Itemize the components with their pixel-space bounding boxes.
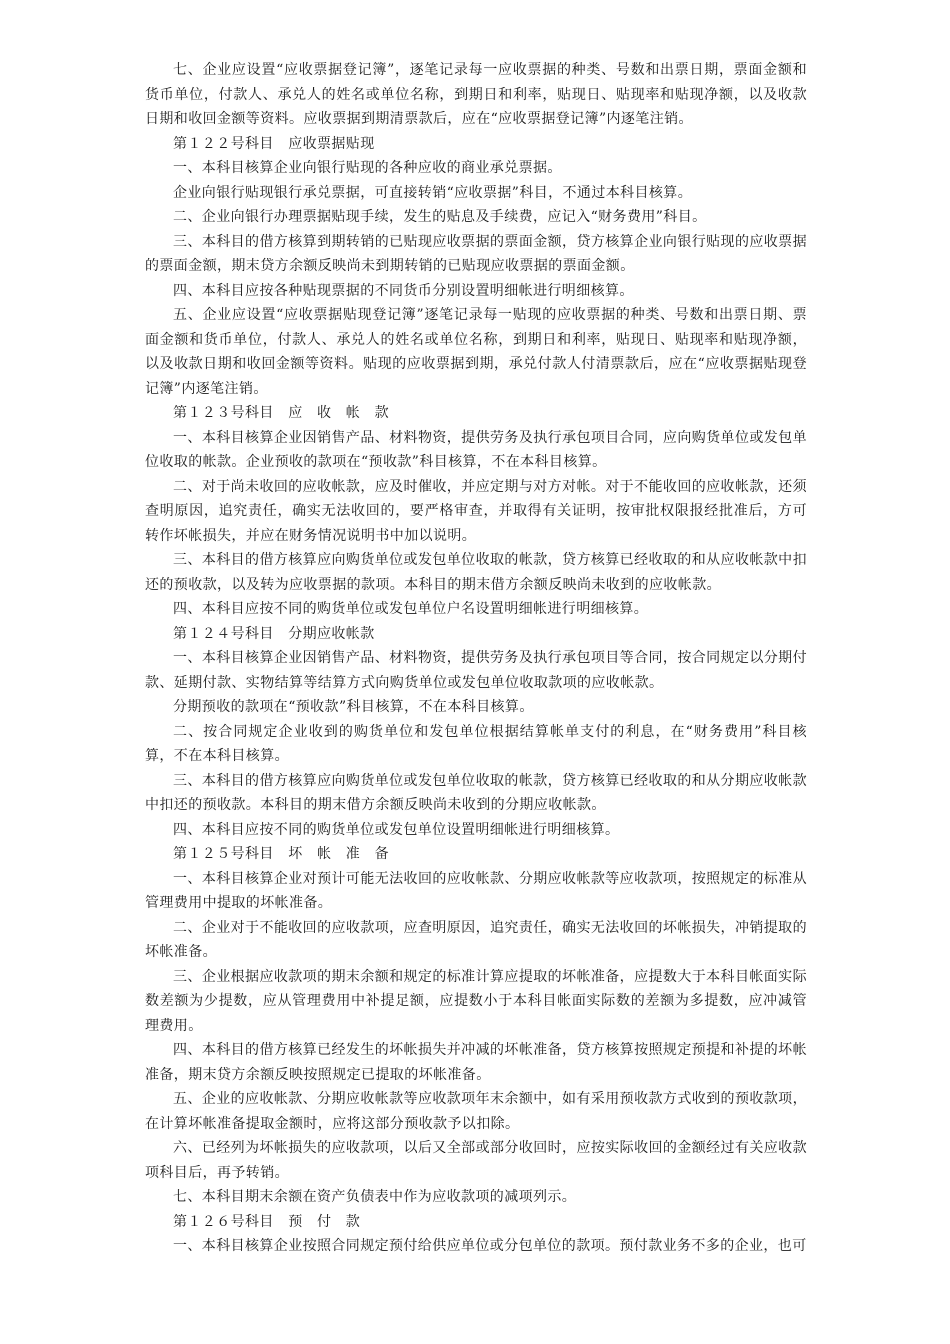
section-heading: 第１２５号科目 坏 帐 准 备	[173, 846, 389, 862]
paragraph: 五、企业应设置“应收票据贴现登记簿”逐笔记录每一贴现的应收票据的种类、号数和出票日期、票面金额和货币单位，付款人、承兑人的姓名或单位名称，到期日和利率，贴现日、贴现率和贴现净额，以及收款日期和收回金额等资料。贴现的应收票据到期，承兑付款人付清票款后，应在“应收票据贴现登记簿”内逐笔注销。	[145, 307, 807, 397]
paragraph: 二、按合同规定企业收到的购货单位和发包单位根据结算帐单支付的利息，在“财务费用”科目核算，不在本科目核算。	[145, 723, 807, 764]
paragraph: 二、对于尚未收回的应收帐款，应及时催收，并应定期与对方对帐。对于不能收回的应收帐款，还须查明原因，追究责任，确实无法收回的，要严格审查，并取得有关证明，按审批权限报经批准后，方可转作坏帐损失，并应在财务情况说明书中加以说明。	[145, 478, 807, 544]
paragraph: 四、本科目应按各种贴现票据的不同货币分别设置明细帐进行明细核算。	[173, 282, 634, 299]
section-heading: 第１２６号科目 预 付 款	[173, 1213, 361, 1230]
paragraph: 一、本科目核算企业因销售产品、材料物资，提供劳务及执行承包项目等合同，按合同规定以分期付款、延期付款、实物结算等结算方式向购货单位或发包单位收取款项的应收帐款。	[145, 650, 807, 691]
paragraph: 三、本科目的借方核算应向购货单位或发包单位收取的帐款，贷方核算已经收取的和从分期应收帐款中扣还的预收款。本科目的期末借方余额反映尚未收到的分期应收帐款。	[145, 772, 807, 813]
paragraph: 企业向银行贴现银行承兑票据，可直接转销“应收票据”科目，不通过本科目核算。	[173, 184, 693, 201]
paragraph: 四、本科目应按不同的购货单位或发包单位设置明细帐进行明细核算。	[173, 821, 620, 838]
paragraph: 一、本科目核算企业向银行贴现的各种应收的商业承兑票据。	[173, 160, 562, 176]
paragraph: 六、已经列为坏帐损失的应收款项，以后又全部或部分收回时，应按实际收回的金额经过有关应收款项科目后，再予转销。	[145, 1140, 807, 1181]
document-body	[145, 58, 807, 1259]
section-heading: 第１２４号科目 分期应收帐款	[173, 625, 375, 642]
paragraph: 七、企业应设置“应收票据登记簿”，逐笔记录每一应收票据的种类、号数和出票日期，票面金额和货币单位，付款人、承兑人的姓名或单位名称，到期日和利率，贴现日、贴现率和贴现净额，以及收款日期和收回金额等资料。应收票据到期清票款后，应在“应收票据登记簿”内逐笔注销。	[145, 62, 807, 127]
paragraph: 分期预收的款项在“预收款”科目核算，不在本科目核算。	[173, 699, 534, 715]
paragraph: 二、企业对于不能收回的应收款项，应查明原因，追究责任，确实无法收回的坏帐损失，冲销提取的坏帐准备。	[145, 919, 807, 960]
section-heading: 第１２３号科目 应 收 帐 款	[173, 405, 389, 421]
paragraph: 一、本科目核算企业按照合同规定预付给供应单位或分包单位的款项。预付款业务不多的企业，也可	[173, 1238, 807, 1254]
paragraph: 七、本科目期末余额在资产负债表中作为应收款项的减项列示。	[173, 1189, 577, 1205]
paragraph: 五、企业的应收帐款、分期应收帐款等应收款项年末余额中，如有采用预收款方式收到的预收款项，在计算坏帐准备提取金额时，应将这部分预收款予以扣除。	[145, 1091, 807, 1132]
paragraph: 四、本科目的借方核算已经发生的坏帐损失并冲减的坏帐准备，贷方核算按照规定预提和补提的坏帐准备，期末贷方余额反映按照规定已提取的坏帐准备。	[145, 1042, 807, 1083]
paragraph: 三、企业根据应收款项的期末余额和规定的标准计算应提取的坏帐准备，应提数大于本科目帐面实际数差额为少提数，应从管理费用中补提足额，应提数小于本科目帐面实际数的差额为多提数，应冲减管理费用。	[145, 968, 807, 1034]
section-heading: 第１２２号科目 应收票据贴现	[173, 135, 375, 152]
paragraph: 四、本科目应按不同的购货单位或发包单位户名设置明细帐进行明细核算。	[173, 601, 649, 617]
paragraph: 二、企业向银行办理票据贴现手续，发生的贴息及手续费，应记入“财务费用”科目。	[173, 209, 707, 225]
paragraph: 一、本科目核算企业对预计可能无法收回的应收帐款、分期应收帐款等应收款项，按照规定的标准从管理费用中提取的坏帐准备。	[145, 870, 807, 911]
paragraph: 三、本科目的借方核算应向购货单位或发包单位收取的帐款，贷方核算已经收取的和从应收帐款中扣还的预收款，以及转为应收票据的款项。本科目的期末借方余额反映尚未收到的应收帐款。	[145, 552, 807, 593]
paragraph: 一、本科目核算企业因销售产品、材料物资，提供劳务及执行承包项目合同，应向购货单位或发包单位收取的帐款。企业预收的款项在“预收款”科目核算，不在本科目核算。	[145, 429, 807, 470]
paragraph: 三、本科目的借方核算到期转销的已贴现应收票据的票面金额，贷方核算企业向银行贴现的应收票据的票面金额，期末贷方余额反映尚未到期转销的已贴现应收票据的票面金额。	[145, 233, 807, 274]
